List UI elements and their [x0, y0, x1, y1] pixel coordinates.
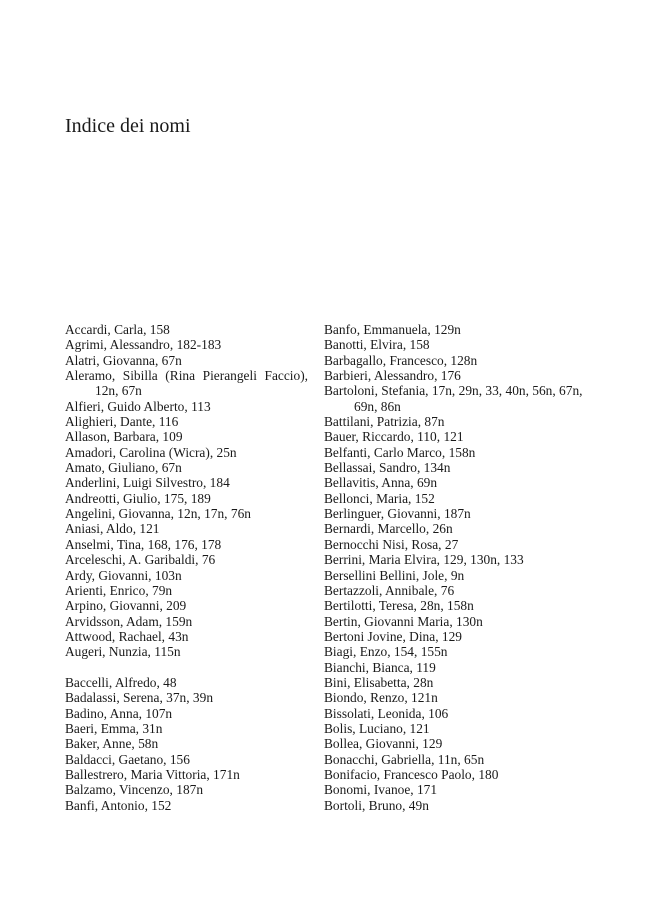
- index-entry: Biagi, Enzo, 154, 155n: [324, 644, 448, 660]
- index-entry: Baldacci, Gaetano, 156: [65, 751, 190, 767]
- index-entry: Bortoli, Bruno, 49n: [324, 797, 429, 813]
- index-entry: Alatri, Giovanna, 67n: [65, 352, 182, 368]
- index-entry: Bertazzoli, Annibale, 76: [324, 582, 455, 598]
- index-entry: Bonacchi, Gabriella, 11n, 65n: [324, 751, 485, 767]
- index-entry: Bonifacio, Francesco Paolo, 180: [324, 766, 499, 782]
- index-entry: Arienti, Enrico, 79n: [65, 582, 173, 598]
- index-entry: Arpino, Giovanni, 209: [65, 598, 187, 614]
- index-entry: Berrini, Maria Elvira, 129, 130n, 133: [324, 552, 524, 568]
- index-entry: Andreotti, Giulio, 175, 189: [65, 490, 211, 506]
- index-entry: Bartoloni, Stefania, 17n, 29n, 33, 40n, 56n, 67n, 69n, 86n: [324, 383, 583, 414]
- index-entry: Battilani, Patrizia, 87n: [324, 414, 445, 430]
- index-entry: Baeri, Emma, 31n: [65, 720, 163, 736]
- index-entry: Ballestrero, Maria Vittoria, 171n: [65, 766, 240, 782]
- index-entry: Aniasi, Aldo, 121: [65, 521, 160, 537]
- index-entry: Bolis, Luciano, 121: [324, 720, 430, 736]
- index-entry: Bonomi, Ivanoe, 171: [324, 782, 438, 798]
- index-entry: Banfi, Antonio, 152: [65, 797, 172, 813]
- index-entry: Bini, Elisabetta, 28n: [324, 674, 434, 690]
- index-entry: Augeri, Nunzia, 115n: [65, 644, 181, 660]
- index-entry: Bersellini Bellini, Jole, 9n: [324, 567, 465, 583]
- index-entry: Barbieri, Alessandro, 176: [324, 368, 461, 384]
- index-entry: Bellavitis, Anna, 69n: [324, 475, 438, 491]
- index-entry: Attwood, Rachael, 43n: [65, 628, 189, 644]
- index-entry: Angelini, Giovanna, 12n, 17n, 76n: [65, 506, 251, 522]
- page-title: Indice dei nomi: [65, 115, 191, 137]
- index-entry: Bertoni Jovine, Dina, 129: [324, 628, 462, 644]
- index-entry: Badalassi, Serena, 37n, 39n: [65, 690, 214, 706]
- index-entry: Belfanti, Carlo Marco, 158n: [324, 444, 476, 460]
- index-entry: Bellonci, Maria, 152: [324, 490, 435, 506]
- index-entry: Banotti, Elvira, 158: [324, 337, 430, 353]
- index-entry: Bianchi, Bianca, 119: [324, 659, 436, 675]
- index-entry: Bauer, Riccardo, 110, 121: [324, 429, 464, 445]
- index-entry: Bernardi, Marcello, 26n: [324, 521, 453, 537]
- index-entry: Bollea, Giovanni, 129: [324, 736, 443, 752]
- index-entry: Barbagallo, Francesco, 128n: [324, 352, 478, 368]
- index-entry: Arceleschi, A. Garibaldi, 76: [65, 552, 216, 568]
- index-entry: Baker, Anne, 58n: [65, 736, 159, 752]
- index-entry: Amadori, Carolina (Wicra), 25n: [65, 444, 237, 460]
- index-column-left: [65, 322, 308, 813]
- index-entry: Bertin, Giovanni Maria, 130n: [324, 613, 483, 629]
- index-entry: Banfo, Emmanuela, 129n: [324, 322, 461, 337]
- index-entry: Arvidsson, Adam, 159n: [65, 613, 193, 629]
- index-entry: Balzamo, Vincenzo, 187n: [65, 782, 204, 798]
- index-entry: Alighieri, Dante, 116: [65, 414, 179, 430]
- index-entry: Biondo, Renzo, 121n: [324, 690, 438, 706]
- index-entry: Berlinguer, Giovanni, 187n: [324, 506, 471, 522]
- index-entry: Anderlini, Luigi Silvestro, 184: [65, 475, 230, 491]
- index-entry: Bertilotti, Teresa, 28n, 158n: [324, 598, 474, 614]
- index-entry: Agrimi, Alessandro, 182-183: [65, 337, 222, 353]
- index-entry: Accardi, Carla, 158: [65, 322, 170, 337]
- index-entry: Aleramo, Sibilla (Rina Pierangeli Faccio), 12n, 67n: [65, 368, 308, 399]
- index-entry: Ardy, Giovanni, 103n: [65, 567, 182, 583]
- index-entry: Bissolati, Leonida, 106: [324, 705, 449, 721]
- index-entry: Allason, Barbara, 109: [65, 429, 183, 445]
- index-entry: Anselmi, Tina, 168, 176, 178: [65, 536, 222, 552]
- index-entry: Alfieri, Guido Alberto, 113: [65, 398, 211, 414]
- index-entry: Baccelli, Alfredo, 48: [65, 674, 177, 690]
- index-column-right: [324, 322, 586, 813]
- index-entry: Bellassai, Sandro, 134n: [324, 460, 451, 476]
- index-entry: Badino, Anna, 107n: [65, 705, 173, 721]
- index-entry: Bernocchi Nisi, Rosa, 27: [324, 536, 459, 552]
- index-entry: Amato, Giuliano, 67n: [65, 460, 182, 476]
